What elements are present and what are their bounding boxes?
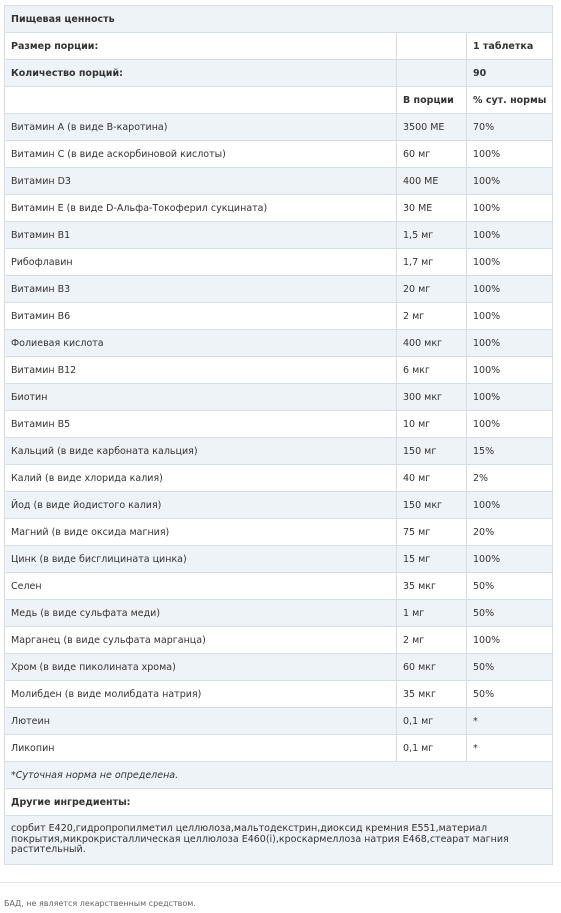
- table-row: [5, 114, 553, 141]
- nutrient-daily-value: 100%: [467, 141, 553, 168]
- nutrient-amount: 150 мг: [397, 438, 467, 465]
- nutrient-amount: 1,7 мг: [397, 249, 467, 276]
- servings-value: 90: [467, 60, 553, 87]
- nutrient-amount: 35 мкг: [397, 573, 467, 600]
- nutrient-amount: 2 мг: [397, 627, 467, 654]
- nutrient-name: Цинк (в виде бисглицината цинка): [5, 546, 397, 573]
- nutrient-amount: 0,1 мг: [397, 735, 467, 762]
- nutrient-daily-value: 100%: [467, 357, 553, 384]
- nutrient-amount: 300 мкг: [397, 384, 467, 411]
- nutrient-amount: 20 мг: [397, 276, 467, 303]
- table-row: [5, 681, 553, 708]
- servings-label: Количество порций:: [5, 60, 397, 87]
- other-ingredients-text: сорбит E420,гидропропилметил целлюлоза,мальтодекстрин,диоксид кремния E551,материал покрытия,микрокристаллическая целлюлоза E460(i),кроскармеллоза натрия E468,стеарат магния растительный.: [5, 816, 553, 865]
- nutrient-daily-value: 100%: [467, 276, 553, 303]
- nutrient-daily-value: 50%: [467, 681, 553, 708]
- column-header-per-serving: В порции: [397, 87, 467, 114]
- column-header-daily-value: % сут. нормы: [467, 87, 553, 114]
- table-title: Пищевая ценность: [5, 6, 553, 33]
- nutrient-daily-value: 2%: [467, 465, 553, 492]
- table-row: [5, 573, 553, 600]
- table-row: [5, 357, 553, 384]
- nutrient-name: Биотин: [5, 384, 397, 411]
- table-row: [5, 303, 553, 330]
- nutrient-name: Витамин A (в виде B-каротина): [5, 114, 397, 141]
- nutrient-daily-value: 50%: [467, 654, 553, 681]
- table-row: [5, 465, 553, 492]
- disclaimer: БАД, не является лекарственным средством.: [4, 899, 196, 908]
- serving-size-spacer: [397, 33, 467, 60]
- nutrient-name: Ликопин: [5, 735, 397, 762]
- nutrition-table: [4, 5, 553, 865]
- nutrient-amount: 3500 МЕ: [397, 114, 467, 141]
- nutrient-amount: 60 мг: [397, 141, 467, 168]
- nutrient-amount: 10 мг: [397, 411, 467, 438]
- servings-spacer: [397, 60, 467, 87]
- divider: [0, 882, 561, 883]
- nutrient-name: Марганец (в виде сульфата марганца): [5, 627, 397, 654]
- nutrient-daily-value: 100%: [467, 195, 553, 222]
- table-row: [5, 546, 553, 573]
- other-ingredients-label: Другие ингредиенты:: [5, 789, 553, 816]
- nutrient-amount: 0,1 мг: [397, 708, 467, 735]
- table-row: [5, 654, 553, 681]
- nutrient-daily-value: 100%: [467, 384, 553, 411]
- nutrient-daily-value: 20%: [467, 519, 553, 546]
- table-row: [5, 708, 553, 735]
- nutrient-amount: 40 мг: [397, 465, 467, 492]
- nutrient-amount: 75 мг: [397, 519, 467, 546]
- nutrient-daily-value: 70%: [467, 114, 553, 141]
- table-row: [5, 438, 553, 465]
- nutrient-amount: 30 МЕ: [397, 195, 467, 222]
- nutrient-daily-value: 100%: [467, 249, 553, 276]
- nutrient-amount: 6 мкг: [397, 357, 467, 384]
- table-row: [5, 249, 553, 276]
- nutrient-name: Витамин B6: [5, 303, 397, 330]
- nutrient-name: Витамин C (в виде аскорбиновой кислоты): [5, 141, 397, 168]
- serving-size-value: 1 таблетка: [467, 33, 553, 60]
- nutrient-daily-value: 100%: [467, 492, 553, 519]
- nutrient-amount: 1,5 мг: [397, 222, 467, 249]
- nutrient-daily-value: 100%: [467, 627, 553, 654]
- nutrient-name: Витамин D3: [5, 168, 397, 195]
- nutrient-name: Рибофлавин: [5, 249, 397, 276]
- nutrient-daily-value: 100%: [467, 222, 553, 249]
- table-row: [5, 627, 553, 654]
- nutrient-name: Магний (в виде оксида магния): [5, 519, 397, 546]
- nutrient-daily-value: 100%: [467, 330, 553, 357]
- nutrient-name: Йод (в виде йодистого калия): [5, 492, 397, 519]
- nutrient-daily-value: 15%: [467, 438, 553, 465]
- nutrient-name: Молибден (в виде молибдата натрия): [5, 681, 397, 708]
- nutrient-daily-value: 100%: [467, 303, 553, 330]
- table-row: [5, 141, 553, 168]
- nutrient-name: Селен: [5, 573, 397, 600]
- nutrient-name: Витамин E (в виде D-Альфа-Токоферил сукцината): [5, 195, 397, 222]
- nutrient-name: Витамин B5: [5, 411, 397, 438]
- nutrient-daily-value: 50%: [467, 573, 553, 600]
- table-row: [5, 411, 553, 438]
- nutrient-daily-value: 100%: [467, 168, 553, 195]
- nutrient-daily-value: *: [467, 735, 553, 762]
- nutrient-amount: 15 мг: [397, 546, 467, 573]
- table-row: [5, 276, 553, 303]
- table-row: [5, 168, 553, 195]
- nutrient-amount: 150 мкг: [397, 492, 467, 519]
- nutrient-amount: 35 мкг: [397, 681, 467, 708]
- footnote: *Суточная норма не определена.: [5, 762, 553, 789]
- nutrient-daily-value: 100%: [467, 546, 553, 573]
- nutrient-name: Кальций (в виде карбоната кальция): [5, 438, 397, 465]
- nutrient-amount: 400 МЕ: [397, 168, 467, 195]
- table-row: [5, 195, 553, 222]
- nutrient-amount: 1 мг: [397, 600, 467, 627]
- nutrient-name: Витамин B12: [5, 357, 397, 384]
- nutrient-name: Калий (в виде хлорида калия): [5, 465, 397, 492]
- table-row: [5, 519, 553, 546]
- nutrient-name: Фолиевая кислота: [5, 330, 397, 357]
- nutrition-facts-panel: [4, 5, 552, 865]
- table-row: [5, 330, 553, 357]
- nutrient-name: Витамин B3: [5, 276, 397, 303]
- table-row: [5, 384, 553, 411]
- serving-size-label: Размер порции:: [5, 33, 397, 60]
- nutrient-name: Витамин B1: [5, 222, 397, 249]
- nutrient-name: Лютеин: [5, 708, 397, 735]
- nutrient-amount: 2 мг: [397, 303, 467, 330]
- table-row: [5, 222, 553, 249]
- nutrient-daily-value: *: [467, 708, 553, 735]
- nutrient-name: Медь (в виде сульфата меди): [5, 600, 397, 627]
- nutrient-daily-value: 100%: [467, 411, 553, 438]
- nutrient-amount: 60 мкг: [397, 654, 467, 681]
- table-row: [5, 735, 553, 762]
- nutrient-daily-value: 50%: [467, 600, 553, 627]
- nutrient-name: Хром (в виде пиколината хрома): [5, 654, 397, 681]
- table-row: [5, 492, 553, 519]
- nutrient-amount: 400 мкг: [397, 330, 467, 357]
- table-row: [5, 600, 553, 627]
- column-header-name: [5, 87, 397, 114]
